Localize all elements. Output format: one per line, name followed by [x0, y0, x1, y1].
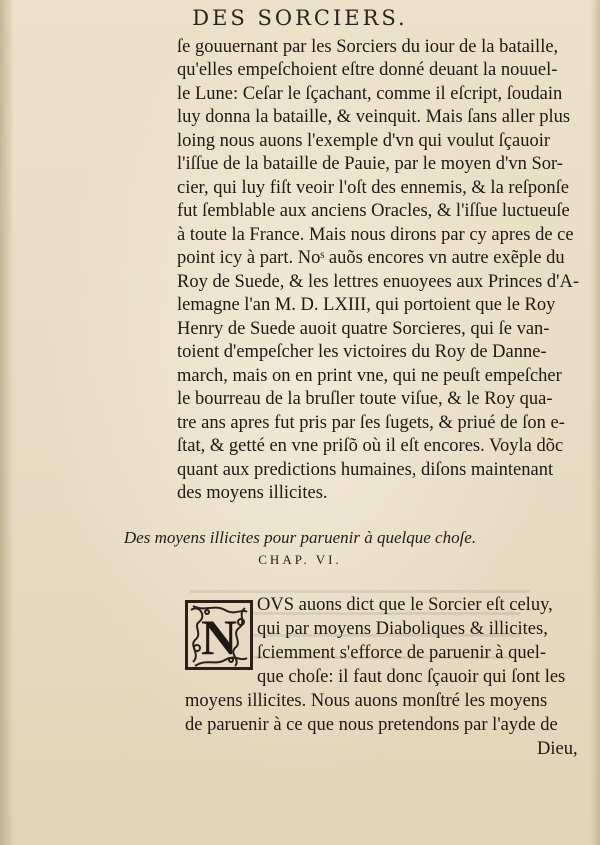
text-line: des moyens illicites. [177, 483, 328, 503]
text-line: le Lune: Ceſar le ſçachant, comme il eſcript, ſoudain [177, 84, 563, 104]
text-line: à toute la France. Mais nous dirons par cy apres de ce [177, 225, 574, 245]
text-line: Roy de Suede, & les lettres enuoyees aux Princes d'A- [177, 272, 580, 292]
chapter-title: Des moyens illicites pour paruenir à quelque choſe. [123, 528, 477, 547]
catchword: Dieu, [537, 739, 578, 759]
text-line: ſe gouuernant par les Sorciers du iour de la bataille, [177, 37, 559, 57]
text-line: ſtat, & getté en vne priſõ où il eſt encores. Voyla dõc [177, 436, 564, 456]
text-line: que choſe: il faut donc ſçauoir qui ſont les [257, 667, 566, 687]
text-line: cier, qui luy fiſt veoir l'oſt des ennemis, & la reſponſe [177, 178, 570, 198]
text-line: tre ans apres fut pris par ſes ſugets, & priué de ſon e- [177, 413, 565, 433]
chapter-number: CHAP. VI. [258, 552, 342, 567]
text-line: qu'elles empeſchoient eſtre donné deuant la nouuel- [177, 60, 558, 80]
text-line: march, mais on en print vne, qui ne peuſt empeſcher [177, 366, 562, 386]
page-shadow-left [0, 0, 14, 845]
text-line: le bourreau de la bruſler toute viſue, & le Roy qua- [177, 389, 553, 409]
text-line: l'iſſue de la bataille de Pauie, par le moyen d'vn Sor- [177, 154, 563, 174]
text-line: Henry de Suede auoit quatre Sorcieres, qui ſe van- [177, 319, 550, 339]
text-line: lemagne l'an M. D. LXIII, qui portoient que le Roy [177, 295, 556, 315]
text-line: ſciemment s'efforce de paruenir à quel- [257, 643, 547, 663]
text-line: point icy à part. Noˢ auõs encores vn autre exẽple du [177, 248, 565, 268]
text-line: toient d'empeſcher les victoires du Roy de Danne- [177, 342, 547, 362]
running-head: DES SORCIERS. [192, 6, 408, 30]
text-line: moyens illicites. Nous auons monſtré les moyens [185, 691, 548, 711]
text-line: de paruenir à ce que nous pretendons par l'ayde de [185, 715, 558, 735]
text-line: OVS auons dict que le Sorcier eſt celuy, [257, 595, 553, 615]
ornamental-dropcap-icon [185, 600, 253, 670]
text-line: fut ſemblable aux anciens Oracles, & l'iſſue luctueuſe [177, 201, 570, 221]
text-line: loing nous auons l'exemple d'vn qui voulut ſçauoir [177, 131, 551, 151]
text-line: luy donna la bataille, & veinquit. Mais ſans aller plus [177, 107, 571, 127]
page-shadow-right [590, 0, 600, 845]
text-line: quant aux predictions humaines, diſons maintenant [177, 460, 554, 480]
dropcap-letter: N [200, 609, 238, 665]
text-line: qui par moyens Diaboliques & illicites, [257, 619, 548, 639]
